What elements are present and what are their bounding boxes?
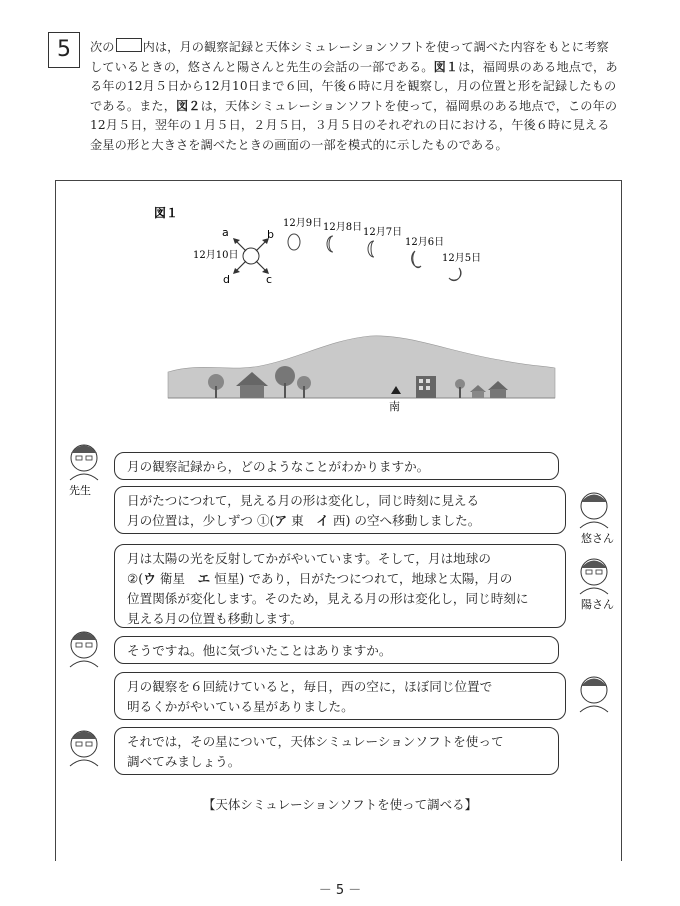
direction-c: c: [266, 273, 273, 286]
intro-part-3: は，天体シミュレーションソフトを使って，福岡県のある地点で，この年の12月５日，翌年の１月５日，２月５日，３月５日のそれぞれの日における，午後６時に見える金星の形と大きさを調べたときの画面の一部を模式的に示したものである。: [90, 98, 618, 152]
option-b: イ: [316, 513, 329, 528]
dialogue-text-1: 月の観察記録から，どのようなことがわかりますか。: [127, 459, 430, 474]
option-a: ア: [274, 513, 288, 528]
option-d: エ: [197, 571, 211, 586]
dialogue-text-4: そうですね。他に気づいたことはありますか。: [127, 643, 392, 658]
moon-dec9-icon: [288, 234, 300, 250]
dialogue-3-line-1: 月は太陽の光を反射してかがやいています。そして，月は地球の: [127, 551, 491, 566]
speaker-label-teacher: 先生: [69, 484, 91, 497]
dialogue-bubble-3: [114, 544, 566, 628]
direction-b: b: [267, 228, 274, 241]
moon-dec8-icon: [327, 236, 333, 252]
speaker-label-you: 陽さん: [581, 598, 614, 611]
avatar-teacher-1: [69, 445, 98, 497]
dialogue-2-line-2b: ) の空へ移動しました。: [345, 513, 481, 528]
avatar-teacher-3: [70, 731, 98, 766]
dialogue-3-line-3: 位置関係が変化します。そのため，見える月の形は変化し，同じ時刻に: [127, 591, 529, 606]
avatar-you-1: [580, 559, 614, 611]
option-d-word: 恒星: [214, 571, 240, 586]
dialogue-bubble-1: [114, 452, 559, 480]
section-caption: 【天体シミュレーションソフトを使って調べる】: [202, 797, 478, 812]
landscape: [168, 336, 555, 413]
page-number: － 5 －: [318, 883, 362, 898]
intro-lead: 次の: [90, 40, 115, 54]
figure1-title: 図１: [154, 206, 179, 220]
option-b-word: 西: [332, 513, 346, 528]
date-dec5: 12月5日: [442, 253, 482, 264]
dialogue-bubble-4: [114, 636, 559, 664]
question-number: 5: [48, 32, 80, 68]
date-dec9: 12月9日: [283, 218, 323, 229]
dialogue-bubble-5: [114, 672, 566, 720]
dialogue-3-line-4: 見える月の位置も移動します。: [127, 611, 303, 626]
avatar-yu-1: [580, 493, 614, 545]
figure2-reference: 図２: [176, 98, 201, 113]
dialogue-6-line-1: それでは，その星について，天体シミュレーションソフトを使って: [127, 734, 504, 749]
dialogue-3-line-2: [127, 569, 553, 589]
date-dec8: 12月8日: [323, 222, 363, 233]
direction-d: d: [223, 273, 230, 286]
arrow-a-head: [233, 238, 240, 244]
dialogue-5-line-2: 明るくかがやいている星がありました。: [127, 699, 354, 714]
option-c-word: 衛星: [159, 571, 186, 586]
figure1-reference: 図１: [433, 59, 459, 74]
dialogue-3-line-2a: ②(: [127, 571, 144, 586]
avatar-yu-2: [580, 677, 608, 712]
dialogue-2-line-2a: 月の位置は，少しずつ ①(: [127, 513, 275, 528]
option-c: ウ: [143, 571, 156, 586]
dialogue-6-line-2: 調べてみましょう。: [127, 754, 241, 769]
intro-part-2: は，福岡県のある地点で，ある年の12月５日から12月10日まで６回，午後６時に月を観察し，月の位置と形を記録したものである。また，: [90, 59, 618, 113]
moon-dec6-icon: [412, 251, 421, 268]
date-dec7: 12月7日: [363, 227, 403, 238]
moon-dec7-icon: [368, 241, 374, 257]
avatar-teacher-2: [70, 632, 98, 667]
south-label: 南: [389, 400, 400, 413]
dialogue-2-line-2: [127, 511, 553, 531]
dialogue-3-line-2b: ) であり，日がたつにつれて，地球と太陽，月の: [239, 571, 513, 586]
dialogue-bubble-6: [114, 727, 559, 775]
intro-part-1: 内は，月の観察記録と天体シミュレーションソフトを使って調べた内容をもとに考察しているときの，悠さんと陽さんと先生の会話の一部である。: [90, 40, 609, 74]
direction-a: a: [222, 226, 229, 239]
date-dec6: 12月6日: [405, 237, 445, 248]
arrow-d-head: [233, 268, 240, 274]
date-dec10: 12月10日: [193, 250, 239, 261]
dialogue-5-line-1: 月の観察を６回続けていると，毎日，西の空に，ほぼ同じ位置で: [127, 679, 493, 694]
speaker-label-yu: 悠さん: [581, 532, 614, 545]
moon-dec5-icon: [449, 268, 461, 281]
option-a-word: 東: [291, 513, 304, 528]
dialogue-bubble-2: [114, 486, 566, 534]
dialogue-2-line-1: 日がたつにつれて，見える月の形は変化し，同じ時刻に見える: [127, 493, 480, 508]
compass-diagram: [193, 226, 274, 286]
